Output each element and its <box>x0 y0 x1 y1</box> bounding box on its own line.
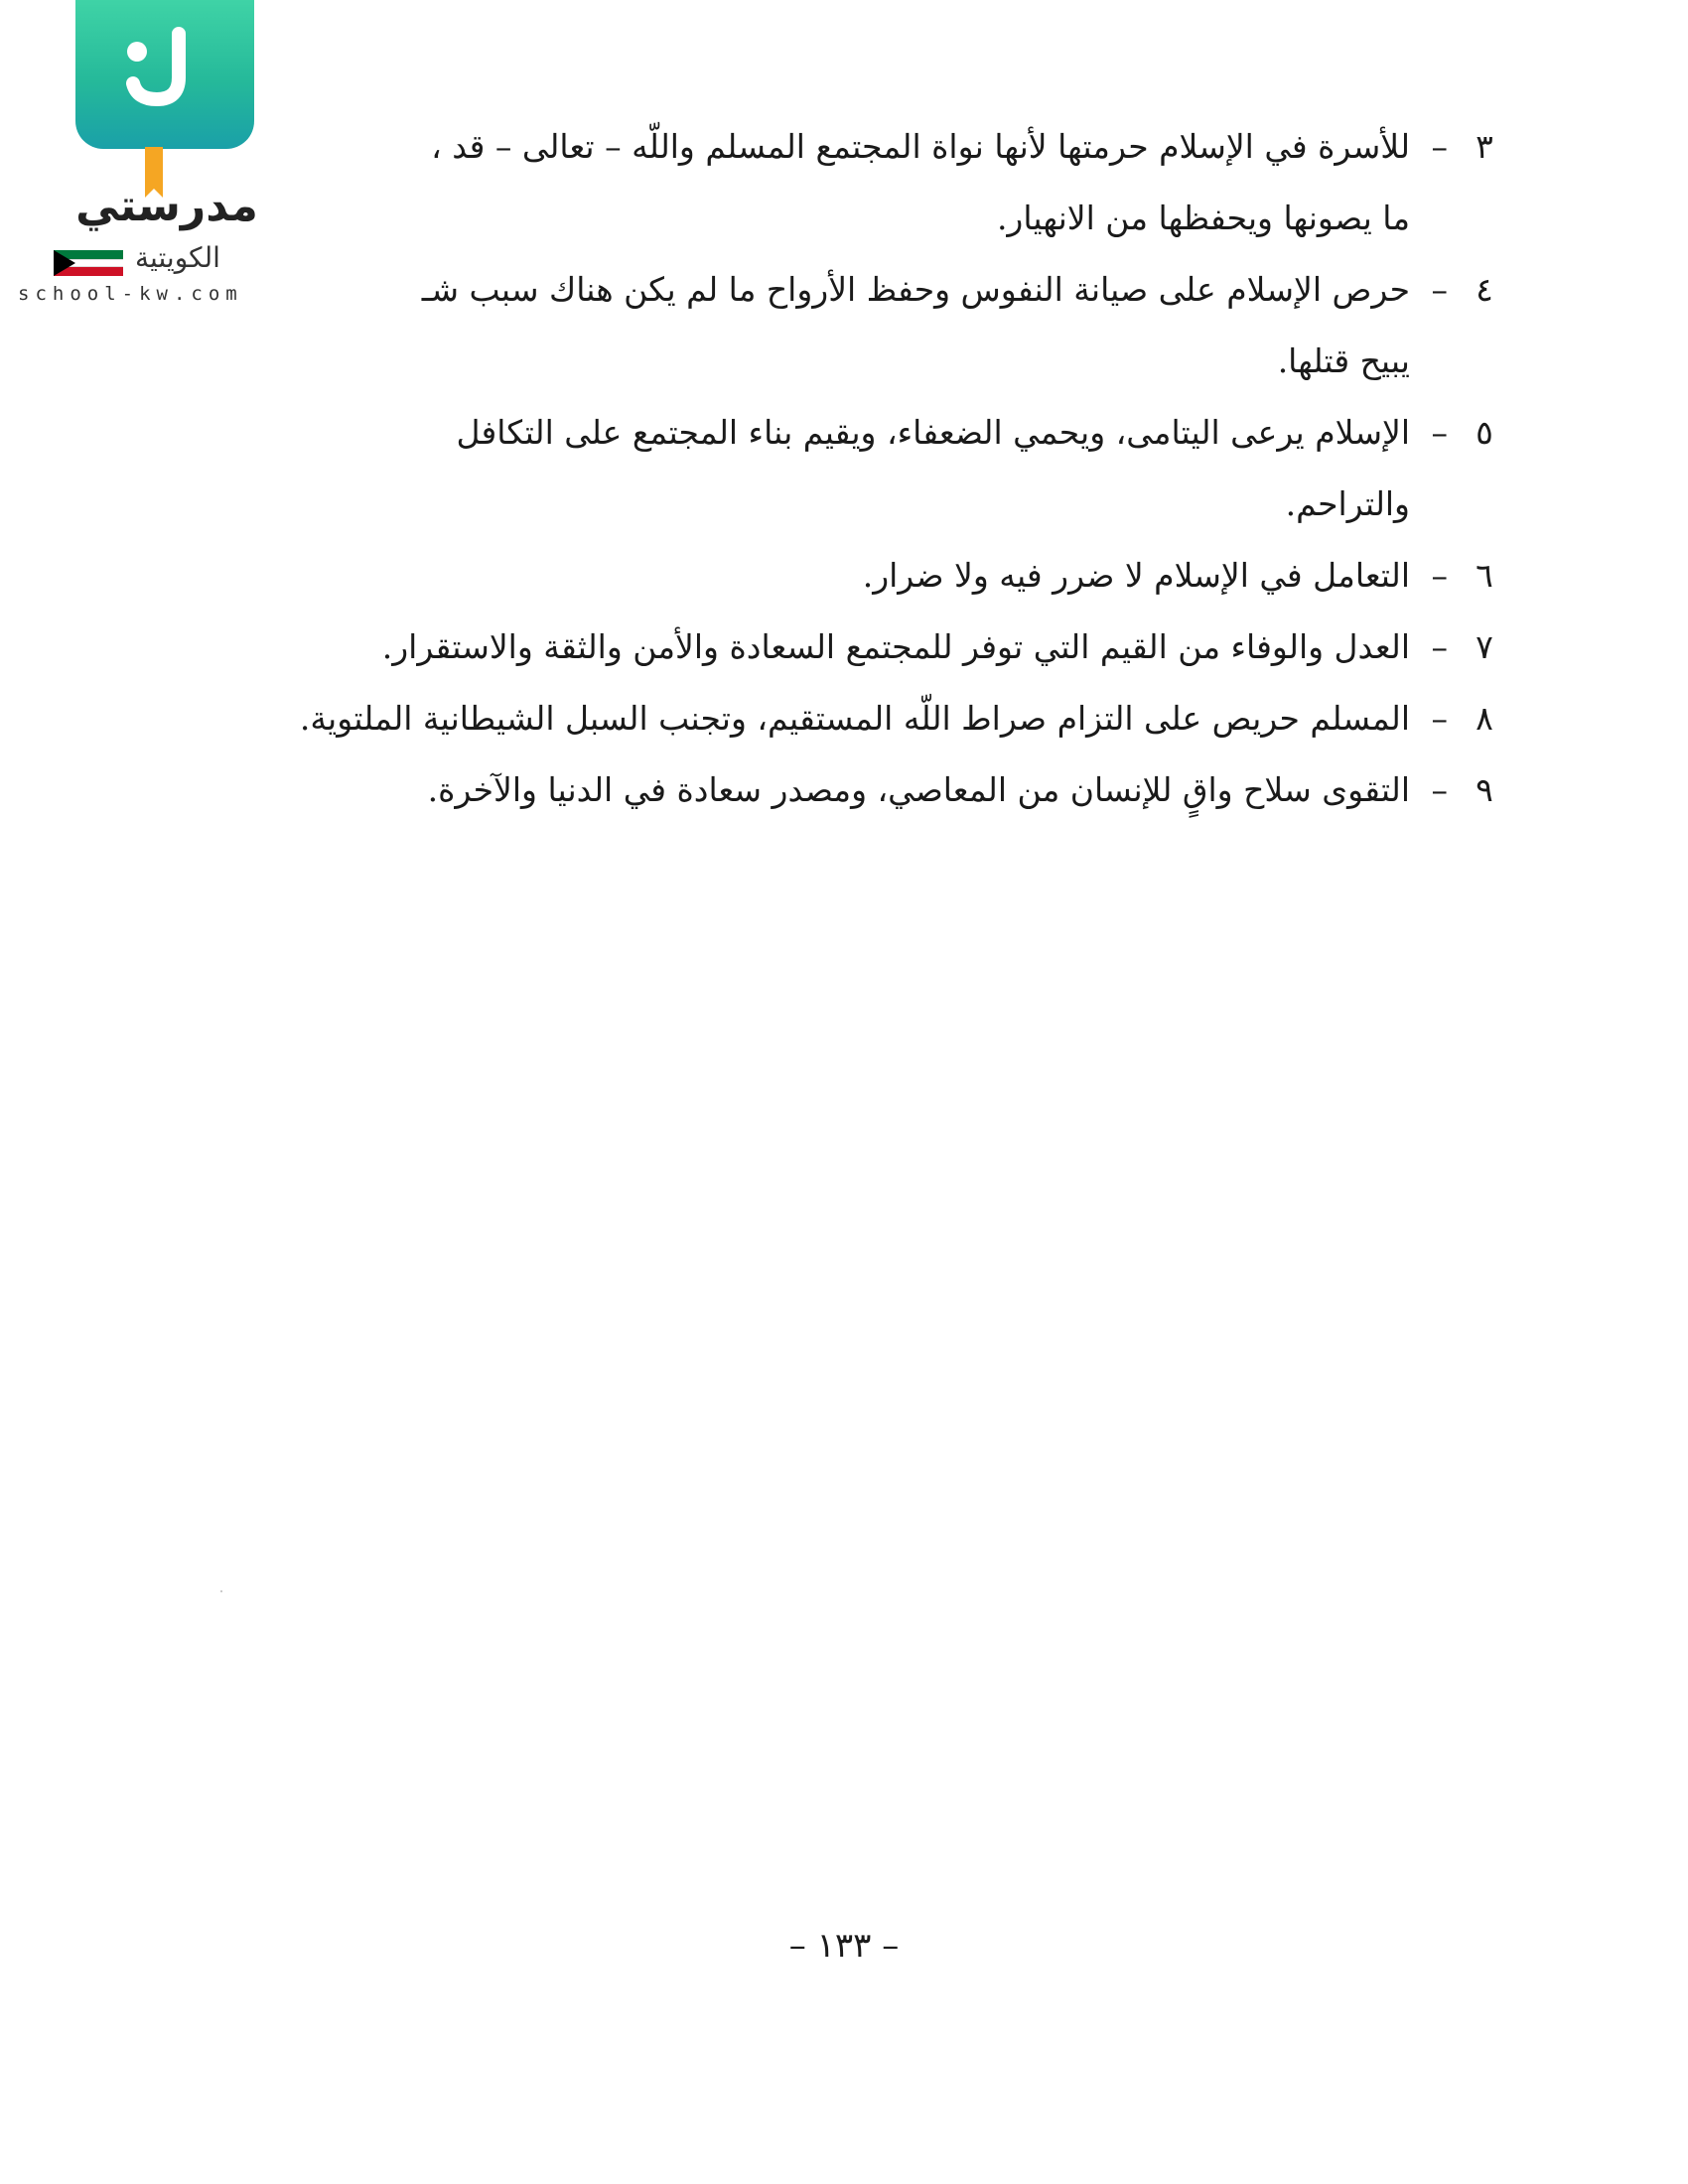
item-dash: – <box>1431 699 1448 738</box>
item-line: حرص الإسلام على صيانة النفوس وحفظ الأرواح ما لم يكن هناك سبب شـ <box>421 270 1410 309</box>
item-number: ٨ <box>1476 699 1493 738</box>
logo-subtitle: الكويتية <box>135 241 220 274</box>
list-item <box>209 612 1499 683</box>
item-dash: – <box>1431 127 1448 166</box>
item-line: ما يصونها ويحفظها من الانهيار. <box>996 199 1410 237</box>
item-line: المسلم حريص على التزام صراط اللّه المستقيم، وتجنب السبل الشيطانية الملتوية. <box>299 699 1410 738</box>
logo-name: مدرستي <box>75 181 258 231</box>
item-dash: – <box>1431 627 1448 666</box>
item-dash: – <box>1431 770 1448 809</box>
scan-speck <box>220 1590 222 1592</box>
item-line: يبيح قتلها. <box>1277 341 1410 380</box>
item-dash: – <box>1431 556 1448 595</box>
item-line: للأسرة في الإسلام حرمتها لأنها نواة المجتمع المسلم واللّه – تعالى – قد ، <box>431 127 1410 166</box>
list-item <box>209 397 1499 540</box>
item-number: ٧ <box>1476 627 1493 666</box>
item-line: التقوى سلاح واقٍ للإنسان من المعاصي، ومصدر سعادة في الدنيا والآخرة. <box>427 770 1410 809</box>
logo-url: school-kw.com <box>18 283 243 305</box>
page-number: – ١٣٣ – <box>788 1926 900 1966</box>
item-number: ٩ <box>1476 770 1493 809</box>
list-item <box>209 254 1499 397</box>
item-number: ٣ <box>1476 127 1493 166</box>
item-number: ٥ <box>1476 413 1493 452</box>
item-line: الإسلام يرعى اليتامى، ويحمي الضعفاء، ويقيم بناء المجتمع على التكافل <box>456 413 1410 452</box>
item-number: ٦ <box>1476 556 1493 595</box>
kuwait-flag-icon <box>54 250 123 276</box>
list-item <box>209 111 1499 254</box>
item-line: والتراحم. <box>1285 484 1410 523</box>
list-item <box>209 683 1499 754</box>
summary-list <box>209 111 1499 826</box>
item-dash: – <box>1431 413 1448 452</box>
item-dash: – <box>1431 270 1448 309</box>
item-number: ٤ <box>1476 270 1493 309</box>
list-item <box>209 754 1499 826</box>
item-line: العدل والوفاء من القيم التي توفر للمجتمع السعادة والأمن والثقة والاستقرار. <box>381 627 1410 666</box>
list-item <box>209 540 1499 612</box>
item-line: التعامل في الإسلام لا ضرر فيه ولا ضرار. <box>862 556 1410 595</box>
